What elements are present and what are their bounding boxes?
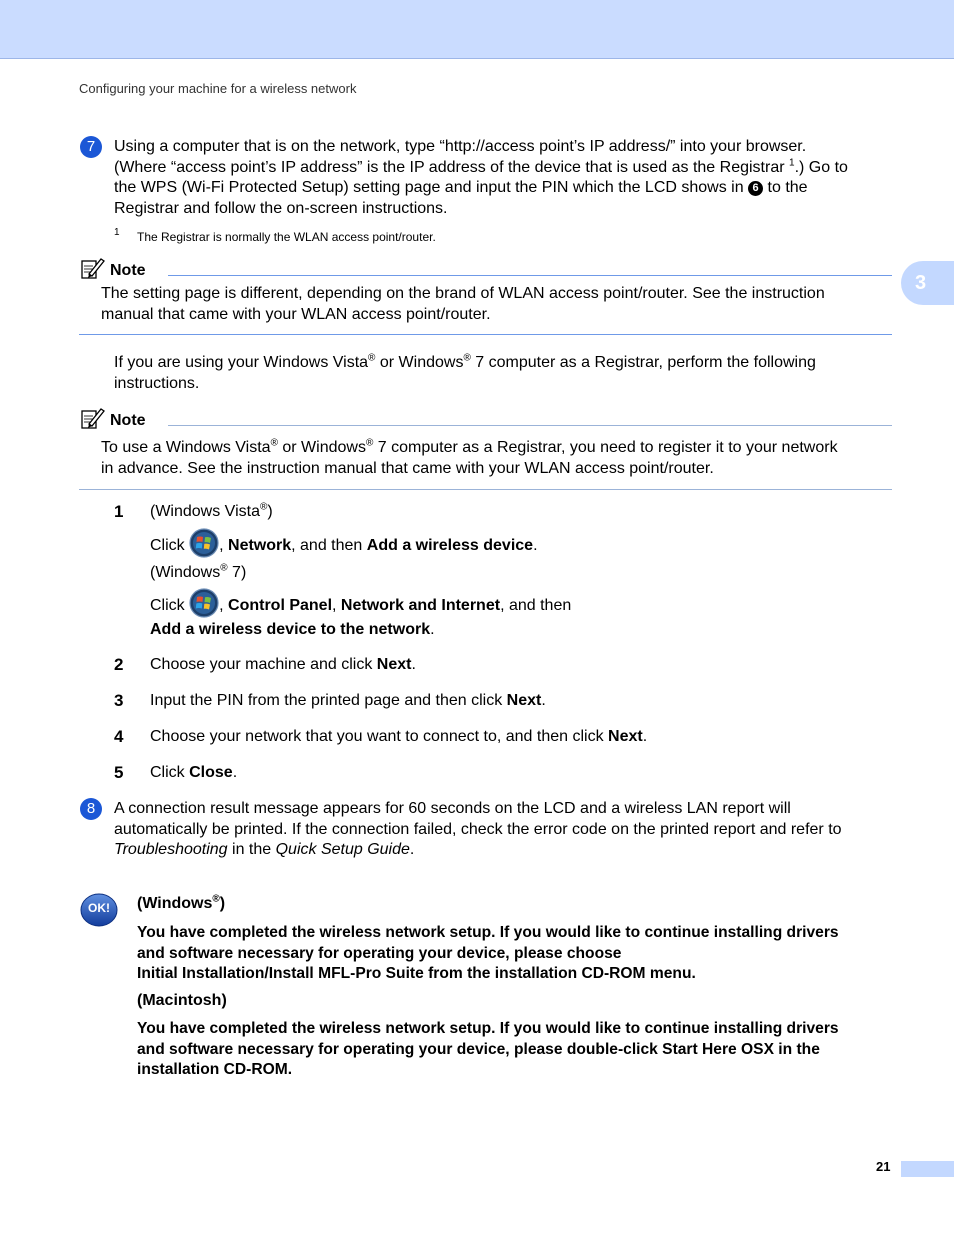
note-pencil-icon — [80, 406, 106, 430]
vista-line-2: instructions. — [114, 374, 200, 392]
note-1-line-1: The setting page is different, depending on the brand of WLAN access point/router. See the instruction — [101, 285, 825, 302]
substep-5-number: 5 — [114, 763, 124, 782]
substep-3-number: 3 — [114, 691, 124, 710]
note-2-bottom-rule — [79, 489, 892, 490]
substep-1-vista-label: (Windows Vista®) — [150, 501, 273, 520]
header-band — [0, 0, 954, 59]
note-1-text — [101, 284, 896, 325]
step-8-line-1: A connection result message appears for 60 seconds on the LCD and a wireless LAN report will — [114, 800, 791, 817]
footnote-number: 1 — [114, 227, 120, 238]
step-7-marker: 7 — [80, 136, 102, 158]
macintosh-line-3: installation CD-ROM. — [137, 1061, 293, 1078]
step-7-line-4: Registrar and follow the on-screen instructions. — [114, 199, 448, 217]
note-pencil-icon — [80, 256, 106, 280]
vista-registrar-paragraph — [114, 353, 904, 394]
note-1-top-rule — [168, 275, 892, 276]
windows-start-orb-icon — [189, 588, 219, 618]
macintosh-heading: (Macintosh) — [137, 992, 227, 1009]
substep-1-number: 1 — [114, 502, 124, 521]
page-number-bar — [901, 1161, 954, 1177]
note-2-line-2: in advance. See the instruction manual that came with your WLAN access point/router. — [101, 459, 714, 477]
step-7-line-1: Using a computer that is on the network, type “http://access point’s IP address/” into your browser. — [114, 138, 807, 155]
step-8-line-3: Troubleshooting in the Quick Setup Guide. — [114, 841, 415, 858]
note-2-line-1: To use a Windows Vista® or Windows® 7 computer as a Registrar, you need to register it to your network — [101, 437, 838, 456]
step-8-line-2: automatically be printed. If the connection failed, check the error code on the printed report and refer to — [114, 820, 842, 838]
running-header: Configuring your machine for a wireless network — [79, 81, 357, 96]
substep-2-text: Choose your machine and click Next. — [150, 656, 416, 673]
chapter-tab: 3 — [901, 261, 954, 305]
substep-4-number: 4 — [114, 727, 124, 746]
note-2-top-rule — [168, 425, 892, 426]
macintosh-completion-text — [137, 1019, 907, 1081]
step-7-text — [114, 137, 904, 219]
windows-line-2: and software necessary for operating your device, please choose — [137, 944, 622, 962]
windows-start-orb-icon — [189, 528, 219, 558]
step-8-text — [114, 799, 904, 861]
windows-heading: (Windows®) — [137, 893, 226, 912]
substep-4-text: Choose your network that you want to connect to, and then click Next. — [150, 728, 648, 745]
step-7-line-2: (Where “access point’s IP address” is the IP address of the device that is used as the Registrar $^1$.) Go to — [114, 157, 848, 176]
substep-3-text: Input the PIN from the printed page and then click Next. — [150, 692, 546, 709]
note-1-bottom-rule — [79, 334, 892, 335]
vista-line-1: If you are using your Windows Vista® or Windows® 7 computer as a Registrar, perform the following — [114, 352, 816, 371]
windows-line-3: Initial Installation/Install MFL-Pro Suite from the installation CD-ROM menu. — [137, 965, 696, 982]
step-7-line-3: the WPS (Wi-Fi Protected Setup) setting page and input the PIN which the LCD shows in 6 to the — [114, 179, 808, 196]
note-2-text — [101, 438, 901, 479]
substep-1-win7-label: (Windows® 7) — [150, 562, 247, 581]
substep-1-vista-instruction: Click , Network, and then Add a wireless device. — [150, 534, 538, 558]
ok-badge-text: OK! — [88, 901, 110, 915]
footnote-ref: 1 — [789, 157, 795, 169]
footnote-text: The Registrar is normally the WLAN access point/router. — [137, 230, 436, 244]
substep-1-win7-continuation: Add a wireless device to the network. — [150, 621, 435, 638]
page-number: 21 — [876, 1159, 891, 1174]
substep-1-win7-instruction: Click , Control Panel, Network and Internet, and then — [150, 594, 571, 618]
macintosh-line-2: and software necessary for operating your device, please double-click Start Here OSX in the — [137, 1040, 820, 1058]
step-6-ref-icon: 6 — [748, 181, 763, 196]
note-1-line-2: manual that came with your WLAN access point/router. — [101, 305, 491, 323]
substep-2-number: 2 — [114, 655, 124, 674]
substep-5-text: Click Close. — [150, 764, 238, 781]
note-2-label: Note — [110, 412, 146, 429]
step-8-marker: 8 — [80, 798, 102, 820]
macintosh-line-1: You have completed the wireless network setup. If you would like to continue installing drivers — [137, 1020, 839, 1037]
windows-completion-text — [137, 923, 907, 985]
note-1-label: Note — [110, 262, 146, 279]
windows-line-1: You have completed the wireless network setup. If you would like to continue installing drivers — [137, 924, 839, 941]
